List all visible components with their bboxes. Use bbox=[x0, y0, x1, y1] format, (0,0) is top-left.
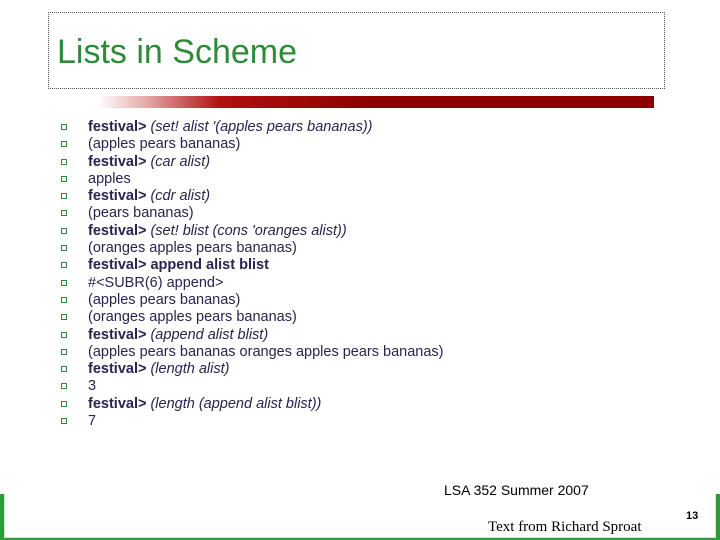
line-prompt: festival> bbox=[88, 222, 147, 239]
hollow-square-bullet-icon bbox=[61, 141, 67, 147]
list-item bbox=[60, 292, 444, 309]
line-text: (pears bananas) bbox=[88, 205, 194, 222]
list-item bbox=[60, 413, 444, 430]
hollow-square-bullet-icon bbox=[61, 314, 67, 320]
hollow-square-bullet-icon bbox=[61, 262, 67, 268]
hollow-square-bullet-icon bbox=[61, 383, 67, 389]
hollow-square-bullet-icon bbox=[61, 176, 67, 182]
list-item bbox=[60, 119, 444, 136]
hollow-square-bullet-icon bbox=[61, 159, 67, 165]
line-expression: (set! alist '(apples pears bananas)) bbox=[146, 119, 373, 135]
title-box bbox=[48, 12, 665, 89]
line-text: festival> append alist blist bbox=[88, 257, 269, 274]
hollow-square-bullet-icon bbox=[61, 401, 67, 407]
line-text: (apples pears bananas) bbox=[88, 136, 241, 153]
hollow-square-bullet-icon bbox=[61, 210, 67, 216]
list-item bbox=[60, 361, 444, 378]
line-prompt: festival> bbox=[88, 395, 147, 412]
list-item bbox=[60, 136, 444, 153]
line-text: (oranges apples pears bananas) bbox=[88, 309, 297, 326]
hollow-square-bullet-icon bbox=[61, 366, 67, 372]
list-item bbox=[60, 344, 444, 361]
hollow-square-bullet-icon bbox=[61, 349, 67, 355]
line-text: apples bbox=[88, 170, 131, 187]
line-text: (apples pears bananas) bbox=[88, 291, 241, 308]
list-item bbox=[60, 205, 444, 222]
list-item bbox=[60, 378, 444, 395]
list-item bbox=[60, 154, 444, 171]
slide-title: Lists in Scheme bbox=[57, 33, 297, 71]
list-item bbox=[60, 396, 444, 413]
hollow-square-bullet-icon bbox=[61, 280, 67, 286]
line-expression: (car alist) bbox=[146, 153, 211, 170]
list-item bbox=[60, 309, 444, 326]
bullet-list bbox=[60, 119, 444, 430]
line-text: (oranges apples pears bananas) bbox=[88, 240, 297, 257]
hollow-square-bullet-icon bbox=[61, 228, 67, 234]
line-text: (apples pears bananas oranges apples pears bananas) bbox=[88, 343, 444, 360]
list-item bbox=[60, 240, 444, 257]
hollow-square-bullet-icon bbox=[61, 193, 67, 199]
line-expression: (append alist blist) bbox=[146, 326, 269, 343]
line-text: #<SUBR(6) append> bbox=[88, 274, 224, 291]
line-expression: (length alist) bbox=[146, 361, 230, 378]
line-text: 3 bbox=[88, 378, 97, 395]
hollow-square-bullet-icon bbox=[61, 418, 67, 424]
list-item bbox=[60, 257, 444, 274]
title-accent-bar bbox=[98, 96, 654, 108]
line-prompt: festival> bbox=[88, 119, 147, 135]
line-expression: (set! blist (cons 'oranges alist)) bbox=[146, 222, 347, 239]
hollow-square-bullet-icon bbox=[61, 124, 67, 130]
list-item bbox=[60, 171, 444, 188]
page-number: 13 bbox=[686, 510, 699, 522]
list-item bbox=[60, 188, 444, 205]
line-text: 7 bbox=[88, 413, 97, 430]
list-item bbox=[60, 327, 444, 344]
line-prompt: festival> bbox=[88, 326, 147, 343]
footer-course: LSA 352 Summer 2007 bbox=[444, 482, 589, 498]
line-prompt: festival> bbox=[88, 361, 147, 378]
footer-credit: Text from Richard Sproat bbox=[488, 519, 642, 535]
list-item bbox=[60, 223, 444, 240]
line-expression: (length (append alist blist)) bbox=[146, 395, 322, 412]
line-expression: (cdr alist) bbox=[146, 188, 211, 205]
line-prompt: festival> bbox=[88, 188, 147, 205]
hollow-square-bullet-icon bbox=[61, 297, 67, 303]
hollow-square-bullet-icon bbox=[61, 245, 67, 251]
line-prompt: festival> bbox=[88, 153, 147, 170]
hollow-square-bullet-icon bbox=[61, 332, 67, 338]
list-item bbox=[60, 275, 444, 292]
